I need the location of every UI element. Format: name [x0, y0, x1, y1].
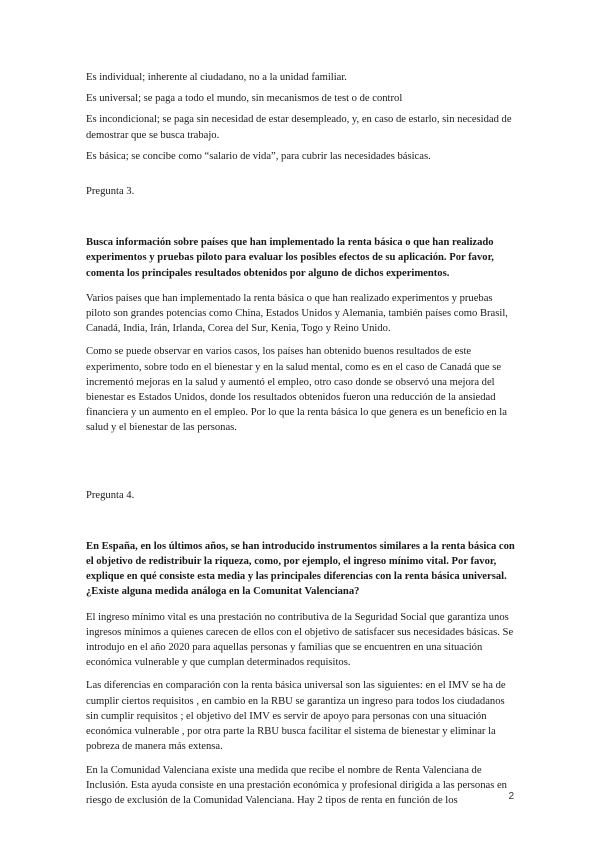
question-4-heading: Pregunta 4.	[86, 489, 135, 501]
question-4-text: En España, en los últimos años, se han introducido instrumentos similares a la renta básica con el objetivo de redistribuir la riqueza, como, por ejemplo, el ingreso mínimo vital. Por favor, explique en qué consiste esta media y las principales diferencias con la renta básica universal. ¿Existe alguna medida análoga en la Comunitat Valenciana?	[86, 540, 515, 598]
question-3-answer-paragraph: Como se puede observar en varios casos, los países han obtenido buenos resultados de este experimento, sobre todo en el bienestar y en la salud mental, como es en el caso de Canadá que se incrementó mejoras en la salud y aumentó el empleo, otro caso donde se observó una mejora del bienestar es Estados Unidos, donde los resultados obtenidos fueron una reducción de la ansiedad financiera y un aumento en el empleo. Por lo que la renta básica lo que genera es un beneficio en la salud y el bienestar de las personas.	[86, 346, 507, 434]
rb-characteristic-individual: Es individual; inherente al ciudadano, no a la unidad familiar.	[86, 72, 347, 83]
rb-characteristic-basic: Es básica; se concibe como “salario de vida”, para cubrir las necesidades básicas.	[86, 150, 431, 162]
question-4-answer-paragraph: El ingreso mínimo vital es una prestación no contributiva de la Seguridad Social que garantiza unos ingresos mínimos a quienes carecen de ellos con el objetivo de satisfacer sus necesidades básicas. Se introdujo en el año 2020 para aquellas personas y familias que se encuentren en una situación económica vulnerable y que cumplan determinados requisitos.	[86, 611, 514, 669]
question-4-answer-paragraph: En la Comunidad Valenciana existe una medida que recibe el nombre de Renta Valenciana de Inclusión. Esta ayuda consiste en una prestación económica y profesional dirigida a las personas en riesgo de exclusión de la Comunidad Valenciana. Hay 2 tipos de renta en función de los	[86, 764, 507, 806]
question-3-answer-paragraph: Varios países que han implementado la renta básica o que han realizado experimentos y pruebas piloto son grandes potencias como China, Estados Unidos y Alemania, también países como Brasil, Canadá, India, Irán, Irlanda, Corea del Sur, Kenia, Togo y Reino Unido.	[86, 292, 508, 335]
rb-characteristic-unconditional: Es incondicional; se paga sin necesidad de estar desempleado, y, en caso de estarlo, sin necesidad de demostrar que se busca trabajo.	[86, 114, 512, 141]
page-content	[86, 70, 516, 816]
page-number: 2	[508, 790, 514, 802]
question-4-answer-paragraph: Las diferencias en comparación con la renta básica universal son las siguientes: en el IMV se ha de cumplir ciertos requisitos , en cambio en la RBU se garantiza un ingreso para todos los ciudadanos sin cumplir requisitos ; el objetivo del IMV es servir de apoyo para personas con una situación económica vulnerable , por otra parte la RBU busca facilitar el sistema de bienestar y eliminar la pobreza de manera más extensa.	[86, 680, 506, 753]
question-3-text: Busca información sobre países que han implementado la renta básica o que han realizado experimentos y pruebas piloto para evaluar los posibles efectos de su aplicación. Por favor, comenta los principales resultados obtenidos por alguno de dichos experimentos.	[86, 237, 494, 279]
rb-characteristic-universal: Es universal; se paga a todo el mundo, sin mecanismos de test o de control	[86, 93, 403, 105]
question-3-heading: Pregunta 3.	[86, 186, 135, 198]
